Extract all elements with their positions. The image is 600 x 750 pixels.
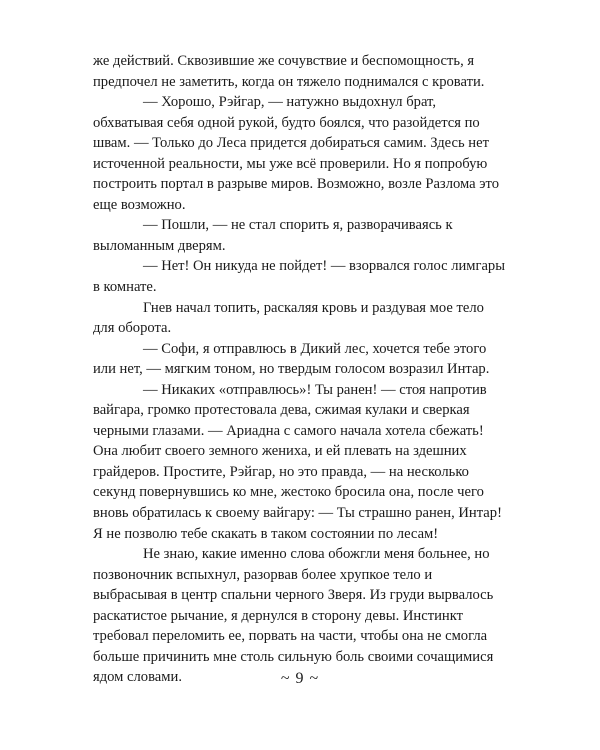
text-line: Я не позволю тебе скакать в таком состоянии по лесам! [93,525,439,542]
text-line: секунд повернувшись ко мне, жестоко бросила она, после чего [93,484,484,501]
text-line: позвоночник вспыхнул, разорвав более хрупкое тело и [93,566,433,583]
text-line: вайгара, громко протестовала дева, сжимая кулаки и сверкая [93,402,470,419]
text-line: требовал переломить ее, порвать на части, чтобы она не смогла [93,628,488,645]
text-line: — Хорошо, Рэйгар, — натужно выдохнул брат, [143,94,436,111]
text-line: построить портал в разрыве миров. Возможно, возле Разлома это [93,176,500,193]
text-line: предпочел не заметить, когда он тяжело поднимался с кровати. [93,73,485,90]
text-line: — Софи, я отправлюсь в Дикий лес, хочется тебе этого [143,340,487,357]
text-line: обхватывая себя одной рукой, будто боялся, что разойдется по [93,114,480,131]
text-line: или нет, — мягким тоном, но твердым голосом возразил Интар. [93,361,490,378]
text-line: вновь обратилась к своему вайгару: — Ты страшно ранен, Интар! [93,505,502,522]
text-line: ядом словами. [93,669,182,686]
text-line: выбрасывая в центр спальни черного Зверя. Из груди вырвалось [93,587,494,604]
text-line: — Никаких «отправлюсь»! Ты ранен! — стоя напротив [143,381,487,398]
text-line: — Нет! Он никуда не пойдет! — взорвался голос лимгары [143,258,505,275]
text-line: еще возможно. [93,196,186,213]
text-line: в комнате. [93,279,157,296]
text-line: черными глазами. — Ариадна с самого начала хотела сбежать! [93,422,484,439]
page-number: ~ 9 ~ [280,670,320,687]
text-line: грайдеров. Простите, Рэйгар, но это правда, — на несколько [93,463,469,480]
text-line: Не знаю, какие именно слова обожгли меня больнее, но [143,546,490,563]
text-line: Гнев начал топить, раскаляя кровь и раздувая мое тело [143,299,484,316]
text-line: Она любит своего земного жениха, и ей плевать на здешних [93,443,467,460]
text-line: источенной реальности, мы уже всё проверили. Но я попробую [93,155,488,172]
body-text [93,51,505,688]
text-line: выломанным дверям. [93,237,226,254]
text-line: — Пошли, — не стал спорить я, разворачиваясь к [143,217,453,234]
text-line: раскатистое рычание, я дернулся в сторону девы. Инстинкт [93,607,463,624]
text-line: швам. — Только до Леса придется добираться самим. Здесь нет [93,135,489,152]
text-line: для оборота. [93,320,172,337]
text-line: больше причинить мне столь сильную боль своими сочащимися [93,648,494,665]
text-line: же действий. Сквозившие же сочувствие и беспомощность, я [93,53,475,69]
